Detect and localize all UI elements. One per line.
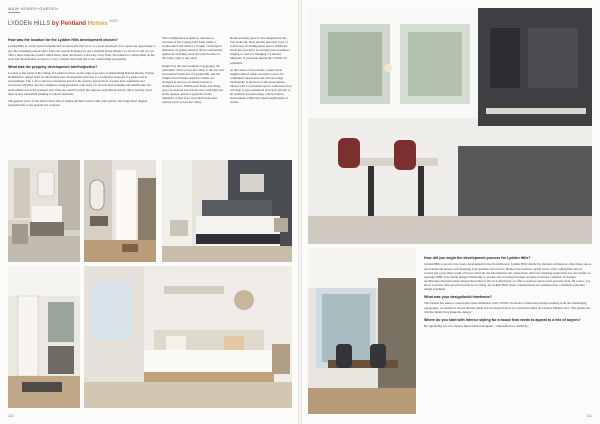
hallway-tall-photo	[8, 266, 80, 408]
paragraph: Lydden Hills is a truly special scheme that worked perfectly for us as a local developer: not a great site opportunity to provide something unique and a place the special Pentland we use a national house builder; we are local and we can offer a more bespoke product which many other developers would shy away from. We refused to compromise on the style and the materials as what is a very complex and build due to the overbearing topography.	[8, 44, 156, 61]
header-divider	[8, 12, 20, 13]
brand-homes: Homes	[87, 21, 108, 27]
question-heading: What was the property development brief/objective?	[8, 64, 98, 69]
issue-number: #367	[109, 18, 119, 23]
article-heading	[8, 18, 118, 27]
question-heading: How was the location for the Lydden Hills development chosen?	[8, 38, 118, 42]
question-heading: Where do you start with interior styling for a house that needs to appeal to a mix of buyers?	[424, 317, 581, 322]
bedroom-white-photo	[84, 266, 292, 408]
paragraph: Lydden Hills is proud to be a new development in the North Downs. Lydden Hills' distinctive modern architecture offers three one-4- and 4-bedroom houses each featuring front gardens and terraces. Homes have internal capital views of the rolling hills and are located just a few miles south of Dover with UK and international rail connections. After the planning application was successful we appointed PHL Case Study Design Partnership to produce the working drawings and they produced a number of changes. Architecture discussion they shaped the homes to live in it effectively on offer to surfaces and not just personal style. Of course, you know even that offer practical solutions for living. At Lydden Hills, these considerations are combined into a distinctive modern design statement.	[424, 262, 592, 291]
question-heading: What was your design/build timeframe?	[424, 295, 492, 300]
paragraph: The general 'parts' of the built form is that of simple pitched roofed forms with 'gables' and 'ridge lines' aligned perpendicular to the general site contours.	[8, 98, 148, 107]
hallway-photo	[84, 160, 156, 262]
brand-pentland: Pentland	[60, 21, 86, 27]
paragraph: Home working space is also integrated in the four bedroom, three and the selection ways of each house. Providing these spaces within the house has proved to be an improved workflows, helping to cater for changing 1:4 interior lifestyles, in particular during the COVID-19 pandemic.	[230, 36, 291, 65]
bathroom-photo	[8, 160, 80, 262]
dining-photo	[308, 248, 416, 414]
right-article-col1	[424, 252, 592, 331]
spine-gutter	[298, 0, 302, 424]
page-number-right: 111	[586, 414, 592, 418]
left-article-col2	[162, 36, 224, 108]
question-heading: How did you begin the development process for Lydden Hills?	[424, 256, 531, 260]
paragraph: By appointing one of London's finest interior designers – Olen Directors of Hardy...	[424, 324, 530, 329]
section-label: MAIN HOMES+GARDEN	[8, 6, 59, 11]
paragraph: This configuration is made in response to cascades of the varying built form within 1 architectural will deliver a 'broken / interrupted silhouette' of gables which it offset considerably against the trending about site tend decline on the valley edge to the south.	[162, 36, 223, 61]
paragraph: The scheme has taken a conservative time estimation, with COVID 19 and the complicated design resulting from the challenging topography, we needed to ensure that the detail was developed before we started the build. As Charles Emmett said: "The details are rich the details lives make the design."	[424, 301, 590, 314]
kitchen-photo	[308, 8, 592, 244]
page-number-left: 110	[8, 414, 14, 418]
bedroom-grey-photo	[162, 160, 292, 262]
left-article-col1	[8, 34, 156, 110]
paragraph: Inspired by the site's dramatic topography, the panoramic views across the valley to the tree and pronounced landscape of Lydden Hill, and the Temple Ewell Nature Reserve, homes are arranged in terraces on distinct levels to maximise views. Within each home, the living space is oriented towards the river with light-led levels opened and have generous levels. Similarly, at first floor level most bedrooms capture views across the valley.	[162, 63, 224, 105]
paragraph: At the centre of the scheme, a multi-level neighbourhood square provides a place for community interaction and will encourage biodiversity at the heart of the development. Shared well-a convenient spaces with street trees will help to give pedestrian and cycle priority to all residents and encourage a more relaxed environment within this small neighbourhood cluster.	[230, 67, 292, 105]
brand-by: by	[51, 21, 59, 27]
paragraph: Located to the south of the village of Lydden in Kent, on the edge of an Area of Outstanding Natural Beauty, Paxton & Matthews' design brief for this modest new development give rise to a residential response to Lydden and its surroundings. The 1-4S to site was considered used for the sensory and services of plans here equipment and associated activities, the site comprises rough grassland, with areas of concrete hard standing and small home. An environment has at the northern end of the site which borders the adjacent agricultural absorb, this is heavily treed; there is also substantial planting to other boundaries.	[8, 71, 155, 96]
development-name: LYDDEN HILLS	[8, 21, 51, 27]
left-article-col3	[230, 36, 292, 108]
